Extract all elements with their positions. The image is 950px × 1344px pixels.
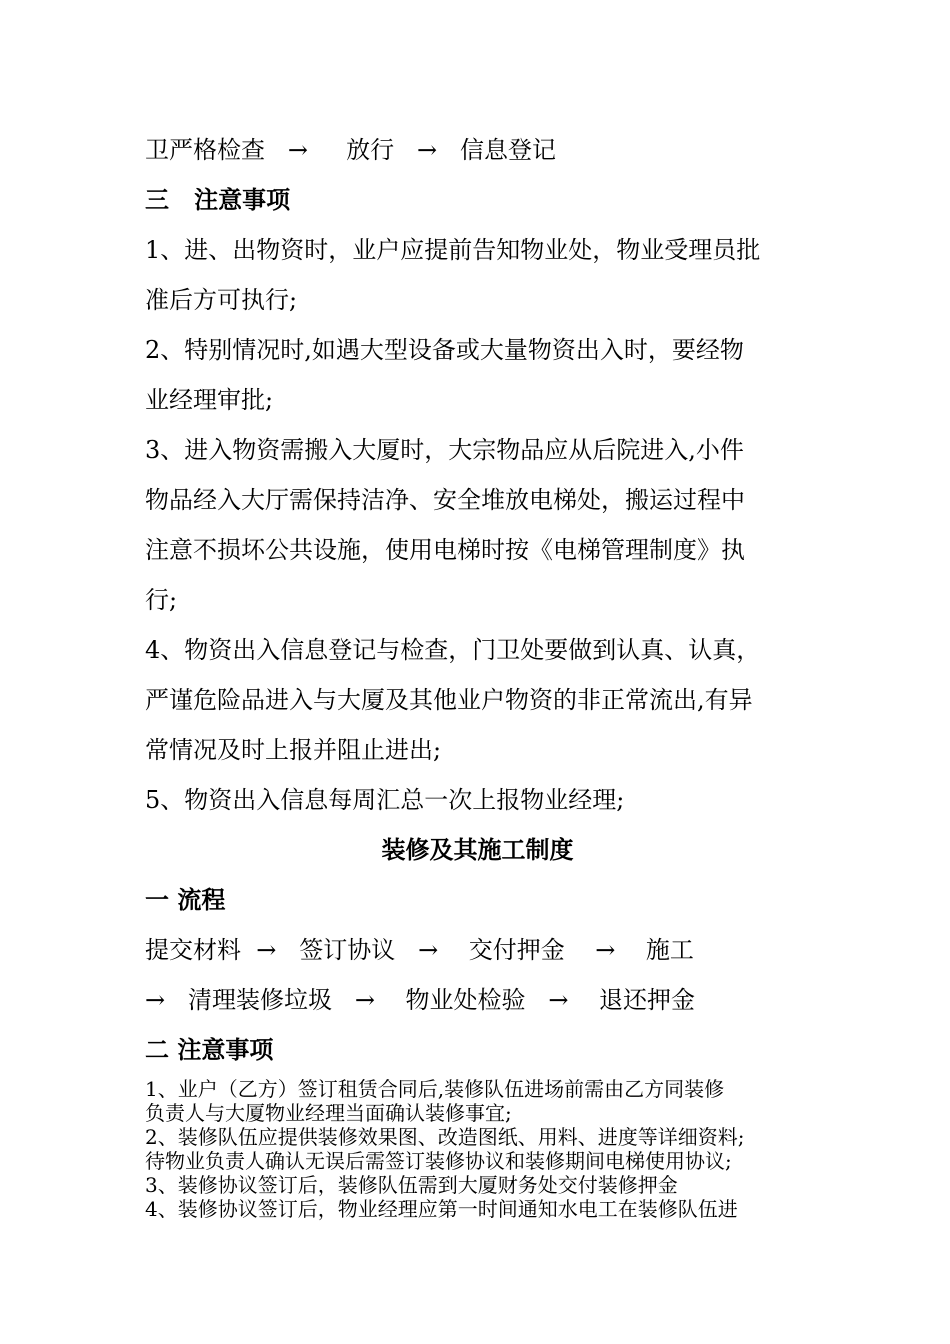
document-content	[145, 125, 810, 1221]
paragraph-line: 物品经入大厅需保持洁净、安全堆放电梯处，搬运过程中	[145, 486, 745, 514]
flow-line-2: → 清理装修垃圾 → 物业处检验 → 退还押金	[145, 986, 696, 1014]
paragraph-line: 1、进、出物资时，业户应提前告知物业处，物业受理员批	[145, 236, 761, 264]
note-line: 4、装修协议签订后，物业经理应第一时间通知水电工在装修队伍进	[145, 1197, 738, 1221]
paragraph-line: 注意不损坏公共设施，使用电梯时按《电梯管理制度》执	[145, 536, 745, 564]
flow-line-top: 卫严格检查 → 放行 → 信息登记	[145, 136, 557, 164]
note-line: 2、装修队伍应提供装修效果图、改造图纸、用料、进度等详细资料;	[145, 1125, 745, 1149]
notes-list	[145, 1077, 810, 1221]
paragraph-line: 严谨危险品进入与大厦及其他业户物资的非正常流出,有异	[145, 686, 753, 714]
paragraph-line: 业经理审批;	[145, 386, 274, 414]
section-title-renovation: 装修及其施工制度	[381, 835, 574, 864]
paragraph-line: 4、物资出入信息登记与检查，门卫处要做到认真、认真，	[145, 636, 761, 664]
section-heading-notes-2: 二 注意事项	[145, 1035, 274, 1064]
paragraph-line: 5、物资出入信息每周汇总一次上报物业经理;	[145, 786, 625, 814]
section-heading-notes-3: 三 注意事项	[145, 185, 291, 214]
note-line: 1、业户（乙方）签订租赁合同后,装修队伍进场前需由乙方同装修	[145, 1077, 725, 1101]
paragraph-line: 准后方可执行;	[145, 286, 298, 314]
paragraph-line: 常情况及时上报并阻止进出;	[145, 736, 442, 764]
paragraph-line: 3、进入物资需搬入大厦时，大宗物品应从后院进入,小件	[145, 436, 744, 464]
section-heading-flow: 一 流程	[145, 885, 226, 914]
paragraph-line: 2、特别情况时,如遇大型设备或大量物资出入时，要经物	[145, 336, 744, 364]
note-line: 负责人与大厦物业经理当面确认装修事宜;	[145, 1101, 512, 1125]
paragraph-line: 行;	[145, 586, 178, 614]
note-line: 待物业负责人确认无误后需签订装修协议和装修期间电梯使用协议;	[145, 1149, 732, 1173]
flow-line-1: 提交材料 → 签订协议 → 交付押金 → 施工	[145, 936, 694, 964]
note-line: 3、装修协议签订后，装修队伍需到大厦财务处交付装修押金	[145, 1173, 678, 1197]
